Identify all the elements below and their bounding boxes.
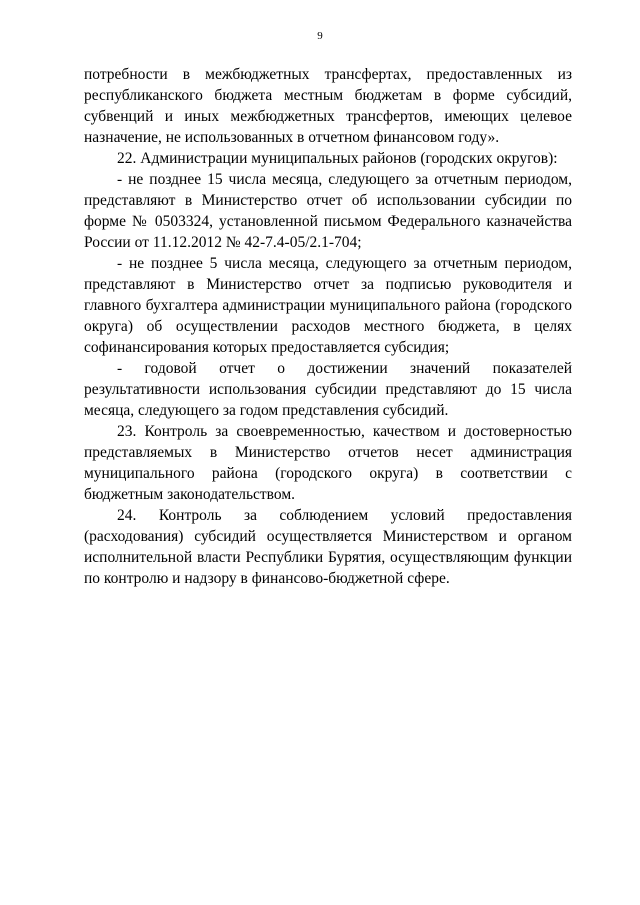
paragraph-item-24: 24. Контроль за соблюдением условий предоставления (расходования) субсидий осуществляется Министерством и органом исполнительной власти Республики Бурятия, осуществляющим функции по контролю и надзору в финансово-бюджетной сфере. [84,507,572,587]
paragraph-report-5th: - не позднее 5 числа месяца, следующего за отчетным периодом, представляют в Министерство отчет за подписью руководителя и главного бухгалтера администрации муниципального района (городского округа) об осуществлении расходов местного бюджета, в целях софинансирования которых предоставляется субсидия; [84,255,572,356]
paragraph-report-15th: - не позднее 15 числа месяца, следующего за отчетным периодом, представляют в Министерство отчет об использовании субсидии по форме № 0503324, установленной письмом Федерального казначейства России от 11.12.2012 № 42-7.4-05/2.1-704; [84,171,572,251]
document-body [84,64,572,589]
paragraph-item-23: 23. Контроль за своевременностью, качеством и достоверностью представляемых в Министерство отчетов несет администрация муниципального района (городского округа) в соответствии с бюджетным законодательством. [84,423,572,503]
paragraph-continuation: потребности в межбюджетных трансфертах, предоставленных из республиканского бюджета местным бюджетам в форме субсидий, субвенций и иных межбюджетных трансфертов, имеющих целевое назначение, не использованных в отчетном финансовом году». [84,66,572,146]
page-number: 9 [317,30,323,42]
paragraph-annual-report: - годовой отчет о достижении значений показателей результативности использования субсидии представляют до 15 числа месяца, следующего за годом представления субсидий. [84,360,572,419]
paragraph-item-22: 22. Администрации муниципальных районов (городских округов): [117,150,558,167]
